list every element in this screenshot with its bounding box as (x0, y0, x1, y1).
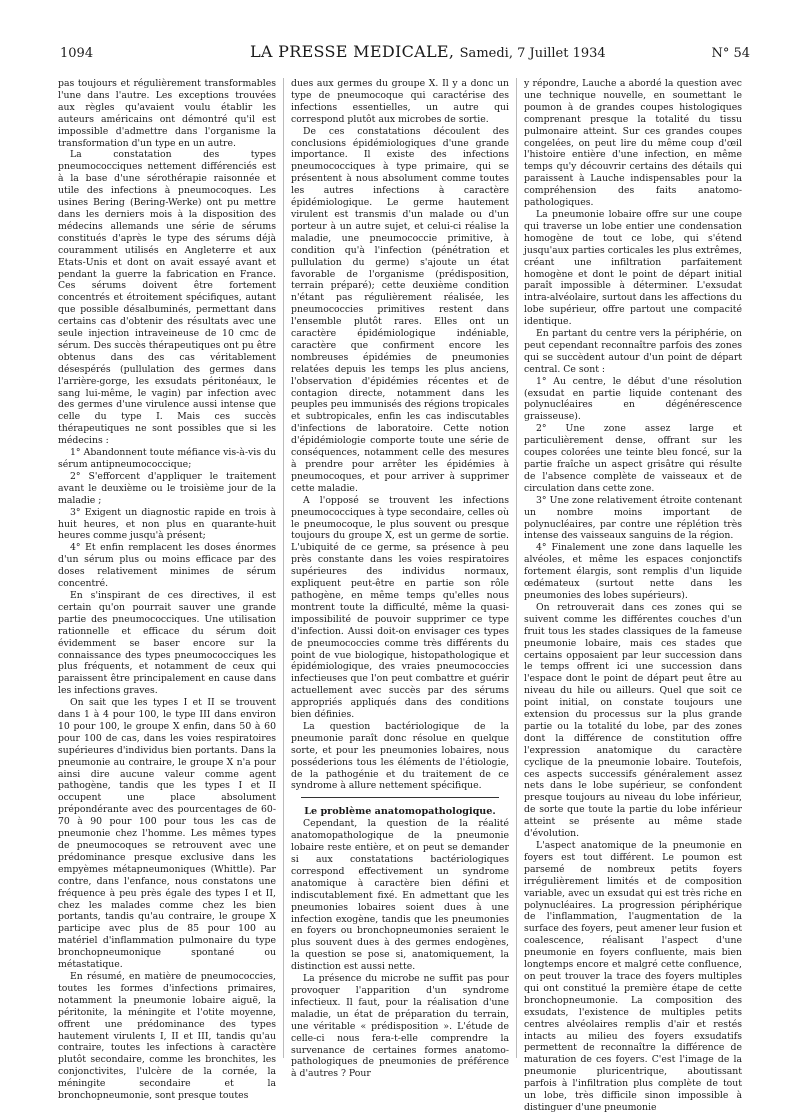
paragraph: L'aspect anatomique de la pneumonie en foyers est tout différent. Le poumon est parsemé de nombreux petits foyers irrégulièrement limités et de composition variable, avec un exsudat qui est très riche en polynucléaires. La progression périphérique de l'inflammation, l'augmentation de la surface des foyers, peut amener leur fusion et coalescence, réalisant l'aspect d'une pneumonie en foyers confluente, mais bien longtemps encore et malgré cette confluence, on peut trouver la trace des foyers multiples qui ont constitué la première étape de cette bronchopneumonie. La composition des exsudats, l'existence de multiples petits centres alvéolaires remplis d'air et restés intacts au milieu des foyers exsudatifs permettent de reconnaître la différence de maturation de ces foyers. C'est l'image de la pneumonie pluricentrique, aboutissant parfois à l'infiltration plus complète de tout un lobe, très difficile sinon impossible à distinguer d'une pneumonie (524, 840, 742, 1113)
paragraph: La question bactériologique de la pneumonie paraît donc résolue en quelque sorte, et pour les pneumonies lobaires, nous posséderions tous les éléments de l'étiologie, de la pathogénie et du traitement de ce syndrome à allure nettement spécifique. (291, 720, 509, 792)
paragraph: A l'opposé se trouvent les infections pneumococciques à type secondaire, celles où le pneumocoque, le plus souvent ou presque toujours du groupe X, est un germe de sortie. L'ubiquité de ce germe, sa présence à peu près constante dans les voies respiratoires supérieures des individus normaux, expliquent peut-être en partie son rôle pathogène, en même temps qu'elles nous montrent toute la difficulté, même la quasi-impossibilité de pouvoir supprimer ce type d'infection. Aussi doit-on envisager ces types de pneumococcies comme très différents du point de vue biologique, histopathologique et épidémiologique, des vraies pneumococcies infectieuses que l'on peut combattre et guérir actuellement avec succès par des sérums appropriés appliqués dans des conditions bien définies. (291, 494, 509, 721)
issue-number: N° 54 (711, 46, 750, 61)
paragraph: De ces constatations découlent des conclusions épidémiologiques d'une grande importance. Il existe des infections pneumococciques à type primaire, qui se présentent à nous absolument comme toutes les autres infections à caractère épidémiologique. Le germe hautement virulent est transmis d'un malade ou d'un porteur à un autre sujet, et celui-ci réalise la maladie, une pneumococcie primitive, à condition qu'à l'infection (pénétration et pullulation du germe) s'ajoute un état favorable de l'organisme (prédisposition, terrain préparé); cette deuxième condition n'étant pas régulièrement réalisée, les pneumococcies primitives restent dans l'ensemble plutôt rares. Elles ont un caractère épidémiologique indéniable, caractère que confirment encore les nombreuses épidémies de pneumonies relatées depuis les temps les plus anciens, l'observation d'épidémies récentes et de contagion directe, notamment dans les peuples peu immunisés des régions tropicales et subtropicales, enfin les cas indiscutables d'infections de laboratoire. Cette notion d'épidémiologie comporte toute une série de conséquences, notamment celle des mesures à prendre pour arrêter les épidémies à pneumocoques, et pour arriver à supprimer cette maladie. (291, 125, 509, 494)
paragraph: 2° S'efforcent d'appliquer le traitement avant le deuxième ou le troisième jour de la maladie ; (58, 470, 276, 506)
section-divider (301, 797, 499, 798)
journal-name: LA PRESSE MEDICALE, (250, 42, 455, 61)
journal-title (250, 42, 606, 61)
paragraph: 3° Une zone relativement étroite contenant un nombre moins important de polynucléaires, par contre une réplétion très intense des vaisseaux sanguins de la région. (524, 494, 742, 542)
paragraph: pas toujours et régulièrement transformables l'une dans l'autre. Les exceptions trouvées aux règles qu'avaient voulu établir les auteurs américains ont démontré qu'il est impossible d'admettre dans l'organisme la transformation d'un type en un autre. (58, 78, 276, 149)
paragraph: En résumé, en matière de pneumococcies, toutes les formes d'infections primaires, notamment la pneumonie lobaire aiguë, la péritonite, la méningite et l'otite moyenne, offrent une prédominance des types hautement virulents I, II et III, tandis qu'au contraire, toutes les infections à caractère plutôt secondaire, comme les bronchites, les conjonctivites, l'ulcère de la cornée, la méningite secondaire et la bronchopneumonie, sont presque toutes (58, 970, 276, 1102)
page-number: 1094 (60, 46, 94, 61)
column-divider (283, 78, 284, 1058)
column-divider (516, 78, 517, 1058)
paragraph: En s'inspirant de ces directives, il est certain qu'on pourrait sauver une grande partie des pneumococciques. Une utilisation rationnelle et efficace du sérum doit évidemment se baser encore sur la connaissance des types pneumococciques les plus fréquents, et notamment de ceux qui paraissent être principalement en cause dans les infections graves. (58, 589, 276, 697)
paragraph: y répondre, Lauche a abordé la question avec une technique nouvelle, en soumettant le poumon à de grandes coupes histologiques comprenant presque la totalité du tissu pulmonaire atteint. Sur ces grandes coupes congelées, on peut lire du même coup d'œil l'histoire entière d'une infection, en même temps qu'y découvrir certains des détails qui paraissent à Lauche indispensables pour la compréhension des faits anatomo-pathologiques. (524, 78, 742, 209)
paragraph: Cependant, la question de la réalité anatomopathologique de la pneumonie lobaire reste entière, et on peut se demander si aux constatations bactériologiques correspond effectivement un syndrome anatomique à caractère bien défini et indiscutablement fixé. En admettant que les pneumonies lobaires soient dues à une infection exogène, tandis que les pneumonies en foyers ou bronchopneumonies seraient le plus souvent dues à des germes endogènes, la question se pose si, anatomiquement, la distinction est aussi nette. (291, 818, 509, 973)
issue-date: Samedi, 7 Juillet 1934 (459, 46, 606, 61)
section-title: Le problème anatomopathologique. (304, 806, 496, 818)
paragraph: 1° Abandonnent toute méfiance vis-à-vis du sérum antipneumococcique; (58, 447, 276, 470)
paragraph: En partant du centre vers la périphérie, on peut cependant reconnaître parfois des zones qui se succèdent autour d'un point de départ central. Ce sont : (524, 328, 742, 375)
paragraph: 3° Exigent un diagnostic rapide en trois à huit heures, et non plus en quarante-huit heures comme jusqu'à présent; (58, 506, 276, 542)
paragraph: La présence du microbe ne suffit pas pour provoquer l'apparition d'un syndrome infectieux. Il faut, pour la réalisation d'une maladie, un état de préparation du terrain, une véritable « prédisposition ». L'étude de celle-ci nous fera-t-elle comprendre la survenance de certaines formes anatomo-pathologiques de pneumonies de préférence à d'autres ? Pour (291, 973, 509, 1080)
column-2 (291, 78, 509, 1080)
paragraph: 4° Finalement une zone dans laquelle les alvéoles, et même les espaces conjonctifs fortement élargis, sont remplis d'un liquide œdémateux (surtout nette dans les pneumonies des lobes supérieurs). (524, 542, 742, 601)
paragraph: 2° Une zone assez large et particulièrement dense, offrant sur les coupes colorées une teinte bleu foncé, sur la partie fraîche un aspect grisâtre qui résulte de l'absence complète de vaisseaux et de circulation dans cette zone. (524, 423, 742, 494)
paragraph: 1° Au centre, le début d'une résolution (exsudat en partie liquide contenant des polynucléaires en dégénérescence graisseuse). (524, 375, 742, 423)
paragraph: On sait que les types I et II se trouvent dans 1 à 4 pour 100, le type III dans environ 10 pour 100, le groupe X enfin, dans 50 à 60 pour 100 de cas, dans les voies respiratoires supérieures d'individus bien portants. Dans la pneumonie au contraire, le groupe X n'a pour ainsi dire aucune valeur comme agent pathogène, tandis que les types I et II occupent une place absolument prépondérante avec des pourcentages de 60-70 à 90 pour 100 pour tous les cas de pneumonie chez l'homme. Les mêmes types de pneumocoques se retrouvent avec une prédominance presque exclusive dans les empyèmes métapneumoniques (Whittle). Par contre, dans l'enfance, nous constatons une fréquence à peu près égale des types I et II, chez les malades comme chez les bien portants, tandis qu'au contraire, le groupe X participe avec plus de 85 pour 100 au matériel d'inflammation pulmonaire du type bronchopneumonique spontané ou métastatique. (58, 697, 276, 971)
paragraph: La constatation des types pneumococciques nettement différenciés est à la base d'une sérothérapie raisonnée et utile des infections à pneumocoques. Les usines Bering (Bering-Werke) ont pu mettre dans les derniers mois à la disposition des médecins allemands une série de sérums constitués d'après le type des sérums déjà couramment utilisés en Angleterre et aux Etats-Unis et dont on avait essayé avant et pendant la guerre la fabrication en France. Ces sérums doivent être fortement concentrés et étroitement spécifiques, autant que possible désalbuminés, permettant dans certains cas d'obtenir des résultats avec une seule injection intraveineuse de 10 cmc de sérum. Des succès thérapeutiques ont pu être obtenus dans des cas véritablement désespérés (pullulation des germes dans l'arrière-gorge, les exsudats péritonéaux, le sang lui-même, le vagin) par infection avec des germes d'une virulence aussi intense que celle du type I. Mais ces succès thérapeutiques ne sont possibles que si les médecins : (58, 149, 276, 447)
column-3 (524, 78, 742, 1114)
column-1 (58, 78, 276, 1102)
paragraph: On retrouverait dans ces zones qui se suivent comme les différentes couches d'un fruit tous les stades classiques de la fameuse pneumonie lobaire, mais ces stades que certains opposaient par leur succession dans le temps offrent ici une succession dans l'espace dont le point de départ peut être au niveau du hile ou ailleurs. Quel que soit ce point initial, on constate toujours une extension du processus sur la plus grande partie ou la totalité du lobe, par des zones dont la différence de constitution offre l'expression anatomique du caractère cyclique de la pneumonie lobaire. Toutefois, ces aspects successifs généralement assez nets dans le lobe supérieur, se confondent presque toujours au niveau du lobe inférieur, de sorte que toute la partie du lobe inférieur atteint se présente au même stade d'évolution. (524, 601, 742, 840)
paragraph: La pneumonie lobaire offre sur une coupe qui traverse un lobe entier une condensation homogène de tout ce lobe, qui s'étend jusqu'aux parties corticales les plus extrêmes, créant une infiltration parfaitement homogène et dont le point de départ initial paraît impossible à déterminer. L'exsudat intra-alvéolaire, surtout dans les affections du lobe supérieur, offre partout une compacité identique. (524, 208, 742, 328)
paragraph: 4° Et enfin remplacent les doses énormes d'un sérum plus ou moins efficace par des doses relativement minimes de sérum concentré. (58, 542, 276, 590)
paragraph: dues aux germes du groupe X. Il y a donc un type de pneumocoque qui caractérise des infections essentielles, un autre qui correspond plutôt aux microbes de sortie. (291, 78, 509, 125)
page-header (60, 42, 750, 64)
